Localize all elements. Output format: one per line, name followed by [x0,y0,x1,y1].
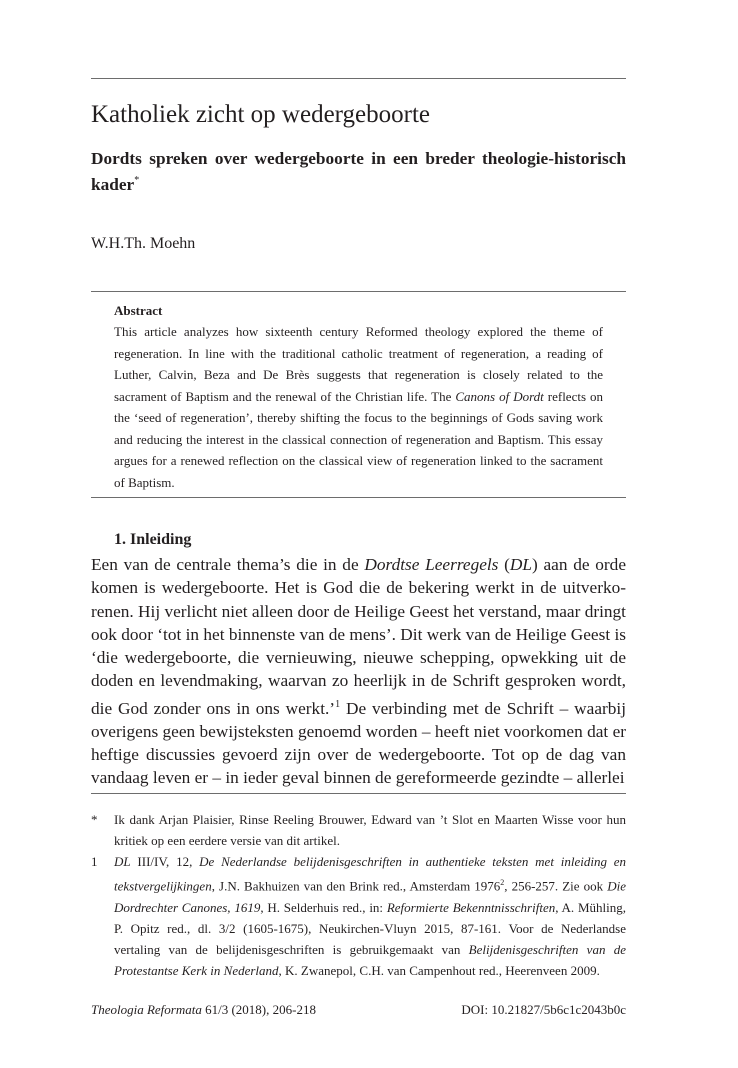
fn-text: , A. Mühling, P. Opitz red., dl. 3/2 (1605-1675), Neukirchen-Vluyn 2015, 87-161. Voor de Nederlandse vertaling van de belijdenisgeschriften is gebruikgemaakt van [114,899,626,958]
section-heading: 1. Inleiding [114,531,192,548]
body-italic: DL [509,555,533,574]
subtitle-footnote-mark[interactable]: * [134,175,140,186]
abstract-text: This article analyzes how sixteenth century Reformed theology explored the theme of regeneration. In line with the traditional catholic treatment of regeneration, a reading of Luther, Calvin, Beza and De Brès suggests that regeneration is closely related to the sacrament of Baptism and the renewal of the Christian life. The [114,324,603,404]
abstract-text: reflects on the ‘seed of regeneration’, thereby shifting the focus to the beginnings of Gods saving work and reducing the interest in the classical connection of regeneration and Baptism. This essay argues for a renewed reflection on the classical view of regeneration linked to the sacrament of Baptism. [114,388,603,490]
fn-text: , K. Zwanepol, C.H. van Campenhout red., Heerenveen 2009. [278,963,600,979]
footnote-star-mark: * [91,812,98,827]
abstract-heading: Abstract [114,303,163,318]
body-text: Een van de centrale thema’s die in de [91,555,365,574]
fn-text: , 256-257. Zie ook [504,878,608,894]
footnote-1 [91,851,626,982]
abstract-top-rule [91,291,626,292]
journal-name: Theologia Reformata [91,1002,202,1017]
footer-doi[interactable]: DOI: 10.21827/5b6c1c2043b0c [461,1002,626,1017]
abstract-block [114,302,603,493]
body-text: De verbinding met de Schrift – waarbij overigens geen bewijsteksten genoemd worden – heeft niet voorkomen dat er heftige discussies gevoerd zijn over de wedergeboorte. Tot op de dag van vandaag leven er – in ieder geval binnen de gereformeerde gezindte – allerlei [91,698,626,788]
fn-text: , H. Selderhuis red., in: [260,899,387,915]
body-text: ( [498,555,510,574]
subtitle-text: Dordts spreken over wedergeboorte in een breder theologie-historisch kader [91,149,626,194]
footer-citation [91,1002,316,1018]
footnote-star-text: Ik dank Arjan Plaisier, Rinse Reeling Brouwer, Edward van ’t Slot en Maarten Wisse voor hun kritiek op een eerdere versie van dit artikel. [114,812,626,849]
fn-text: III/IV, 12, [130,854,200,869]
fn-italic: Reformierte Bekenntnisschriften [386,899,556,915]
abstract-body [114,321,603,493]
fn-superscript: 2 [500,878,505,888]
abstract-italic: Canons of Dordt [455,388,544,404]
footnote-ref-1[interactable]: 1 [335,698,341,710]
body-text: ) aan de orde komen is wedergeboorte. Het is God die de bekering werkt in de uitverkorenen. Hij verlicht niet alleen door de Heilige Geest het verstand, maar dringt ook door ‘tot in het binnenste van de mens’. Dit werk van de Heilige Geest is ‘die wedergeboorte, die vernieuwing, nieuwe schepping, opwekking uit de doden en levendmaking, waarvan zo heerlijk in de Schrift gesproken wordt, die God zonder ons in ons werkt.’ [91,555,626,718]
fn-italic: DL [114,854,131,869]
fn-italic: De Nederlandse belijdenisgeschriften in authentieke teksten met inleiding en tekstvergelijkingen [114,854,627,894]
article-title: Katholiek zicht op wedergeboorte [91,101,431,128]
article-subtitle [91,148,626,196]
footnote-1-mark: 1 [91,854,98,869]
body-italic: Dordtse Leerregels [364,555,499,574]
top-rule [91,78,626,79]
fn-italic: Die Dordrechter Canones, 1619 [114,878,626,915]
author-name: W.H.Th. Moehn [91,235,196,252]
citation-text: 61/3 (2018), 206-218 [201,1002,316,1017]
fn-text: , J.N. Bakhuizen van den Brink red., Amsterdam 1976 [211,878,501,894]
body-paragraph [91,553,626,790]
footnote-star [91,809,626,851]
footnote-rule [91,793,626,794]
abstract-bottom-rule [91,497,626,498]
footnote-1-text [114,851,626,982]
fn-italic: Belijdenisgeschriften van de Protestantse Kerk in Nederland [114,942,626,979]
